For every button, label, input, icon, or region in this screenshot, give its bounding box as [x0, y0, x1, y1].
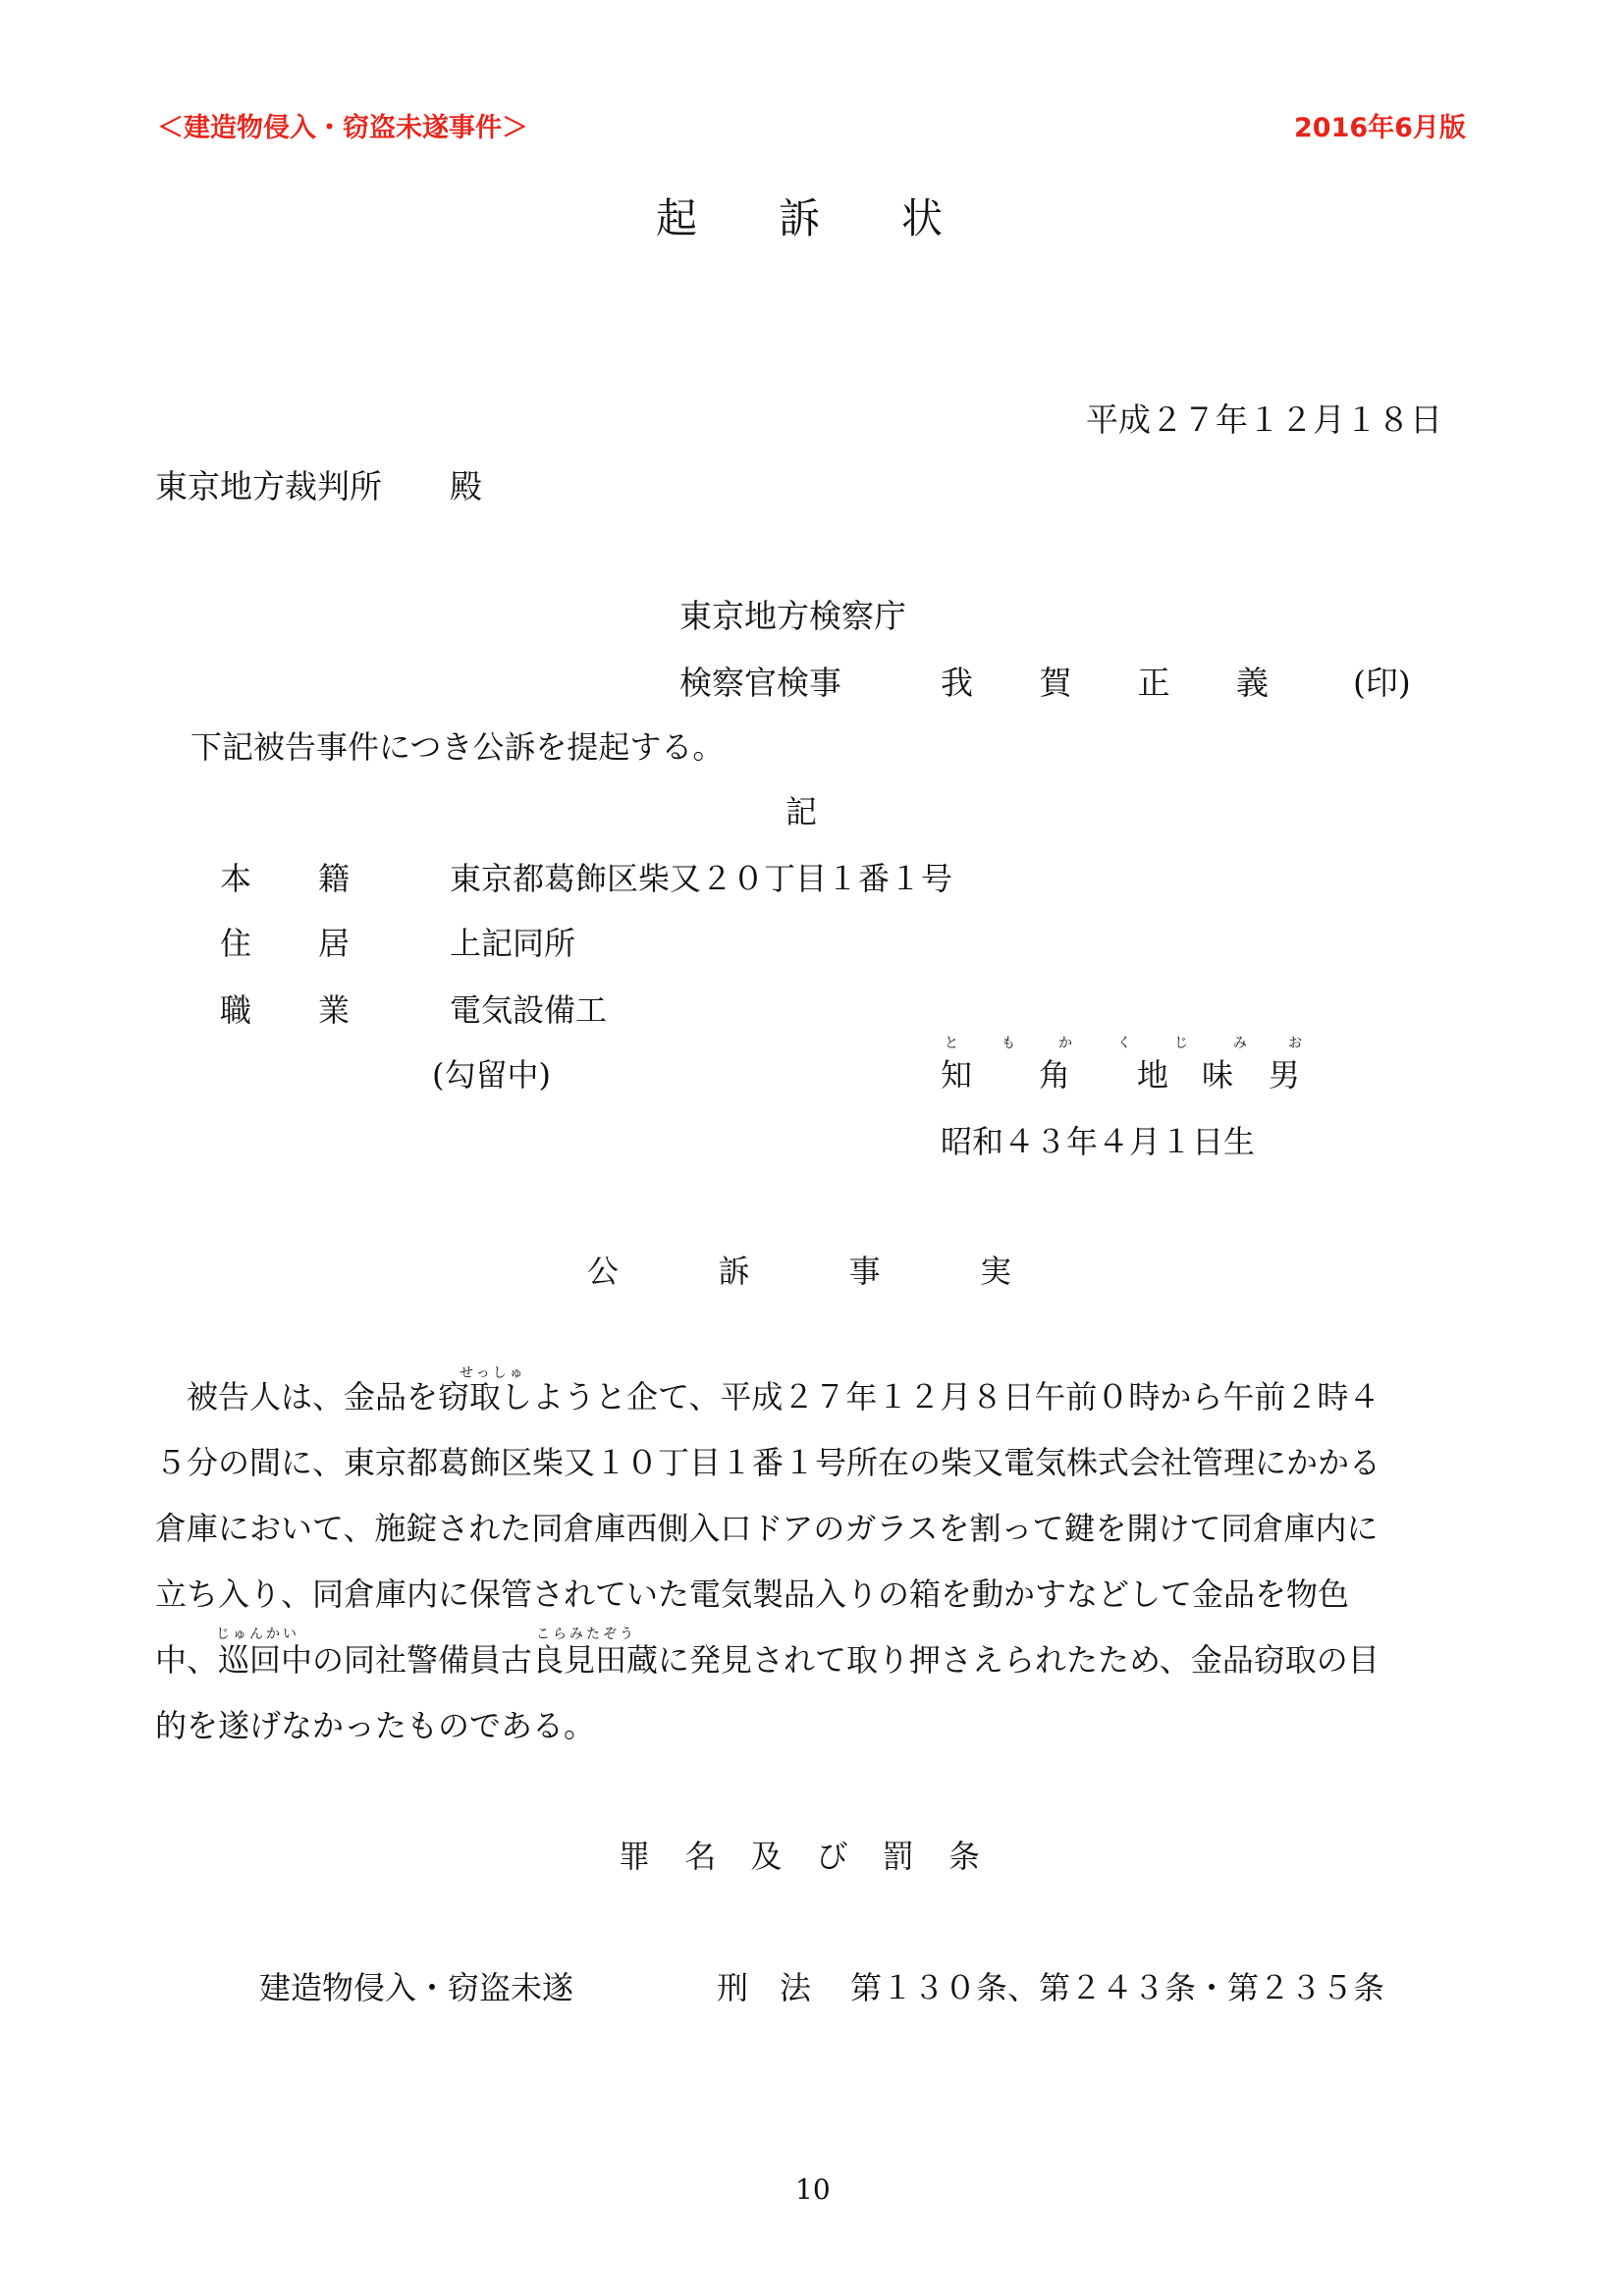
- ki-mark: 記: [785, 793, 818, 830]
- heading-char: 事: [848, 1253, 881, 1290]
- court-name: 東京地方裁判所: [155, 467, 382, 506]
- heading-char: 名: [684, 1838, 717, 1875]
- title-char: 状: [900, 194, 943, 242]
- page-number: 10: [795, 2173, 831, 2206]
- indictment-date: 平成２７年１２月１８日: [1086, 400, 1442, 439]
- label-char: 本: [220, 860, 252, 897]
- facts-line: 立ち入り、同倉庫内に保管されていた電気製品入りの箱を動かすなどして金品を物色: [155, 1575, 1350, 1613]
- prosecutor-name: [941, 658, 1269, 704]
- name-ruby: も: [1001, 1036, 1018, 1051]
- facts-paragraph: [155, 1364, 1443, 1759]
- facts-line: ５分の間に、東京都葛飾区柴又１０丁目１番１号所在の柴又電気株式会社管理にかかる: [155, 1444, 1381, 1481]
- penal-articles: 第１３０条、第２４３条・第２３５条: [850, 1969, 1385, 2006]
- name-char: 賀: [1039, 664, 1072, 702]
- edition-label: 2016年6月版: [1294, 113, 1466, 143]
- name-char: 正: [1137, 664, 1170, 702]
- name-ruby: か: [1058, 1036, 1075, 1051]
- heading-char: 及: [750, 1838, 783, 1875]
- facts-line: 中、巡回中の同社警備員古良見田蔵に発見されて取り押さえられたため、金品窃取の目: [155, 1641, 1380, 1679]
- label-jukyo: [220, 919, 350, 964]
- defendant-birth: 昭和４３年４月１日生: [941, 1123, 1256, 1160]
- honseki-value: 東京都葛飾区柴又２０丁目１番１号: [450, 860, 953, 897]
- label-char: 職: [220, 991, 252, 1029]
- label-char: 居: [317, 925, 350, 962]
- name-char: 義: [1235, 664, 1269, 702]
- penal-code-label: 刑 法: [717, 1969, 812, 2006]
- facts-line: 被告人は、金品を窃取しようと企て、平成２７年１２月８日午前０時から午前２時４: [155, 1378, 1380, 1415]
- heading-char: 罪: [619, 1838, 651, 1875]
- ruby-koramitazou: こらみたぞう: [536, 1627, 636, 1642]
- name-char: 我: [941, 664, 973, 702]
- facts-heading: [587, 1247, 1011, 1292]
- label-char: 籍: [317, 860, 350, 897]
- intro-text: 下記被告事件につき公訴を提起する。: [190, 728, 725, 766]
- jukyo-value: 上記同所: [450, 925, 576, 962]
- defendant-name-char: 味: [1202, 1056, 1234, 1094]
- heading-char: 公: [587, 1253, 620, 1290]
- crime-names: 建造物侵入・窃盗未遂: [259, 1969, 574, 2006]
- seal-mark: (印): [1353, 664, 1411, 702]
- label-shokugyo: [220, 986, 350, 1031]
- title-char: 起: [656, 194, 698, 242]
- ruby-sesshu: せっしゅ: [460, 1365, 526, 1381]
- document-title: [656, 187, 943, 245]
- heading-char: 条: [947, 1838, 980, 1875]
- facts-line: 的を遂げなかったものである。: [155, 1707, 596, 1744]
- name-ruby: じ: [1174, 1036, 1191, 1051]
- name-ruby: と: [945, 1036, 961, 1051]
- ruby-junkai: じゅんかい: [216, 1627, 299, 1642]
- defendant-name-char: 男: [1269, 1056, 1301, 1094]
- title-char: 訴: [778, 194, 820, 242]
- prosecutor-office: 東京地方検察庁: [679, 597, 906, 635]
- label-char: 住: [220, 925, 252, 962]
- shokugyo-value: 電気設備工: [450, 991, 608, 1029]
- heading-char: 実: [979, 1253, 1011, 1290]
- custody-status: (勾留中): [432, 1056, 551, 1094]
- name-ruby: お: [1288, 1036, 1305, 1051]
- facts-line: 倉庫において、施錠された同倉庫西側入口ドアのガラスを割って鍵を開けて同倉庫内に: [155, 1510, 1379, 1547]
- case-label: ＜建造物侵入・窃盗未遂事件＞: [157, 113, 528, 143]
- charges-heading: [619, 1832, 980, 1877]
- name-ruby: く: [1117, 1036, 1134, 1051]
- heading-char: び: [816, 1838, 848, 1875]
- defendant-name-char: 知: [941, 1056, 973, 1094]
- defendant-name-char: 角: [1039, 1056, 1071, 1094]
- heading-char: 訴: [718, 1253, 750, 1290]
- label-honseki: [220, 854, 350, 899]
- name-ruby: み: [1233, 1036, 1250, 1051]
- heading-char: 罰: [882, 1838, 914, 1875]
- label-char: 業: [317, 991, 350, 1029]
- court-honorific: 殿: [450, 467, 482, 506]
- prosecutor-position: 検察官検事: [679, 664, 841, 702]
- defendant-name-char: 地: [1137, 1056, 1169, 1094]
